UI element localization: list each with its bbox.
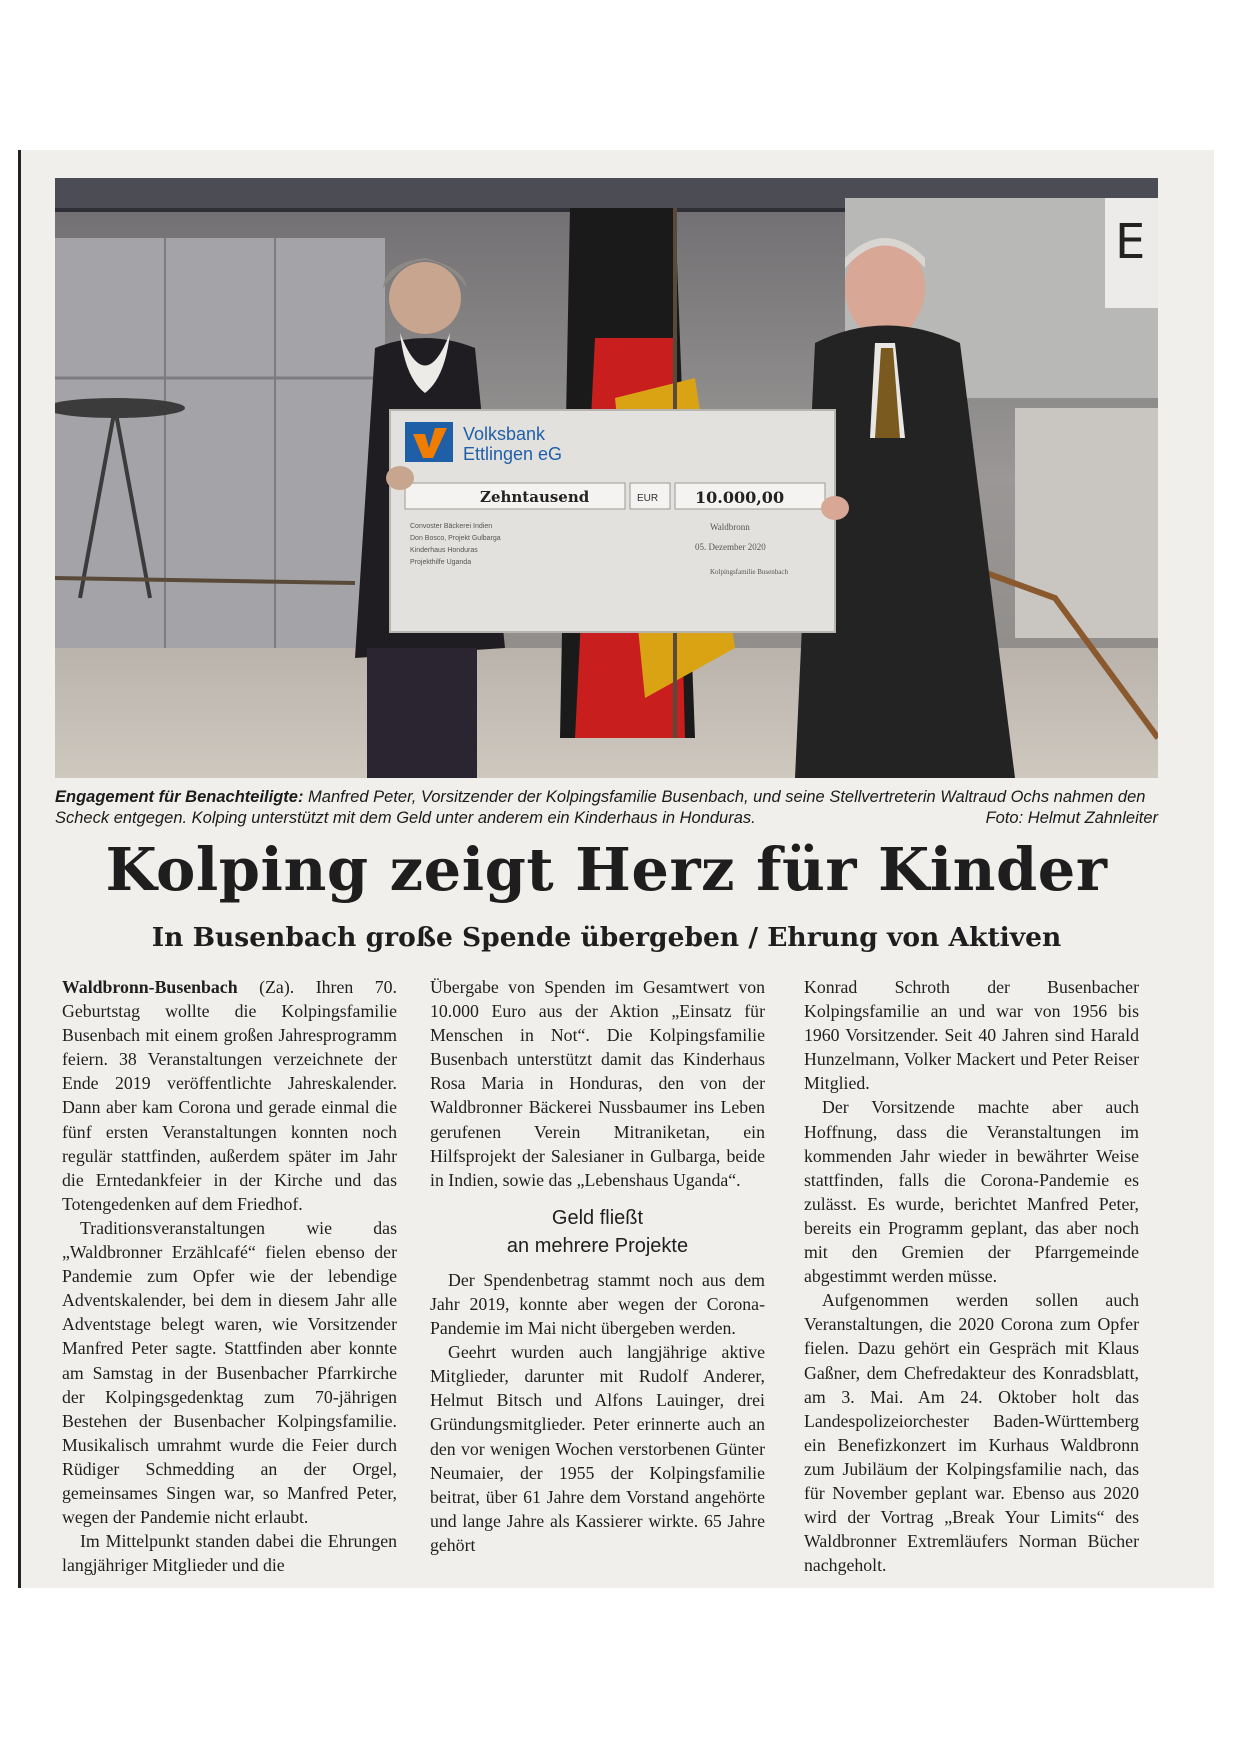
paragraph: Übergabe von Spenden im Gesamtwert von 10.000 Euro aus der Aktion „Einsatz für Menschen in Not“. Die Kolpingsfamilie Busenbach unterstützt damit das Kinderhaus Rosa Maria in Honduras, den von der Waldbronner Bäckerei Nussbaumer ins Leben gerufenen Verein Mitraniketan, ein Hilfsprojekt der Salesianer in Gulbarga, beide in Indien, sowie das „Lebenshaus Uganda“. <box>430 977 765 1190</box>
cheque-item-3: Kinderhaus Honduras <box>410 547 478 554</box>
caption-text: Manfred Peter, Vorsitzender der Kolpingsfamilie Busenbach, und seine Stellvertreterin Waltraud Ochs nahmen den Scheck entgegen. Kolping unterstützt mit dem Geld unter anderem ein Kinderhaus in Honduras. <box>55 788 1146 827</box>
intermediate-heading-line-1: Geld fließt <box>551 1206 644 1229</box>
article-column-2 <box>430 975 765 1557</box>
paragraph: Im Mittelpunkt standen dabei die Ehrungen langjähriger Mitglieder und die <box>62 1531 397 1576</box>
caption-lead: Engagement für Benachteiligte: <box>55 788 304 806</box>
paragraph-text: (Za). Ihren 70. Geburtstag wollte die Kolpingsfamilie Busenbach mit einem großen Jahresprogramm feiern. 38 Veranstaltungen verzeichnete der Ende 2019 veröffentlichte Jahreskalender. Dann aber kam Corona und gerade einmal die fünf ersten Veranstaltungen konnten noch regulär stattfinden, außerdem später im Jahr die Erntedankfeier in der Kirche und das Totengedenken auf dem Friedhof. <box>62 977 397 1214</box>
cheque-date: 05. Dezember 2020 <box>695 542 766 552</box>
paragraph: Geehrt wurden auch langjährige aktive Mitglieder, darunter mit Rudolf Anderer, Helmut Bitsch und Alfons Lauinger, drei Gründungsmitglieder. Peter erinnerte auch an den vor wenigen Wochen verstorbenen Günter Neumaier, der 1955 der Kolpingsfamilie beitrat, über 61 Jahre dem Vorstand angehörte und lange Jahre als Kassierer wirkte. 65 Jahre gehört <box>430 1342 765 1555</box>
cheque-amount: 10.000,00 <box>695 488 785 507</box>
intermediate-heading-line-2: an mehrere Projekte <box>506 1234 689 1257</box>
scan-mark <box>18 1560 21 1588</box>
subheadline: In Busenbach große Spende übergeben / Ehrung von Aktiven <box>151 922 1062 953</box>
paragraph: Traditionsveranstaltungen wie das „Waldbronner Erzählcafé“ fielen ebenso der Pandemie zum Opfer wie der lebendige Adventskalender, bei dem in diesem Jahr alle Adventstage belegt waren, wie Vorsitzender Manfred Peter sagte. Stattfinden aber konnte am Samstag in der Busenbacher Pfarrkirche der Kolpingsgedenktag zum 70-jährigen Bestehen der Busenbacher Kolpingsfamilie. Musikalisch umrahmt wurde die Feier durch Rüdiger Schmedding an der Orgel, gemeinsames Singen war, so Manfred Peter, wegen der Pandemie nicht erlaubt. <box>62 1217 397 1528</box>
photo-caption <box>55 787 1158 829</box>
intermediate-heading <box>430 1204 765 1260</box>
cheque-place: Waldbronn <box>710 522 750 532</box>
scan-edge <box>18 150 21 1588</box>
photo-credit: Foto: Helmut Zahnleiter <box>985 809 1158 827</box>
cheque-currency: EUR <box>637 493 659 504</box>
cheque <box>390 410 835 632</box>
svg-text:E: E <box>1115 214 1146 270</box>
headline: Kolping zeigt Herz für Kinder <box>105 835 1108 904</box>
paragraph <box>62 975 397 1216</box>
paragraph: Der Vorsitzende machte aber auch Hoffnung, dass die Veranstaltungen im kommenden Jahr wieder in bewährter Weise stattfinden, falls die Corona-Pandemie es zulässt. Es wurde, berichtet Manfred Peter, bereits ein Programm geplant, das aber noch mit den Gremien der Pfarrgemeinde abgestimmt werden müsse. <box>804 1097 1139 1287</box>
article-photo <box>55 178 1158 778</box>
cheque-item-1: Convoster Bäckerei Indien <box>410 523 493 530</box>
paragraph: Konrad Schroth der Busenbacher Kolpingsfamilie an und war von 1956 bis 1960 Vorsitzender. Seit 40 Jahren sind Harald Hunzelmann, Volker Mackert und Peter Reiser Mitglied. <box>804 977 1139 1094</box>
paragraph: Aufgenommen werden sollen auch Veranstaltungen, die 2020 Corona zum Opfer fielen. Dazu gehört ein Gespräch mit Klaus Gaßner, dem Chefredakteur des Konradsblatt, am 3. Mai. Am 24. Oktober holt das Landespolizeiorchester Baden-Württemberg ein Benefizkonzert im Kurhaus Waldbronn zum Jubiläum der Kolpingsfamilie nach, das für November geplant war. Ebenso aus 2020 wird der Vortrag „Break Your Limits“ des Waldbronner Extremläufers Norman Bücher nachgeholt. <box>804 1290 1139 1576</box>
cheque-item-2: Don Bosco, Projekt Gulbarga <box>410 535 501 542</box>
cheque-amount-words: Zehntausend <box>480 488 590 506</box>
cheque-item-4: Projekthilfe Uganda <box>410 559 472 566</box>
article-column-1 <box>62 975 397 1577</box>
article-column-3 <box>804 975 1139 1577</box>
paragraph: Der Spendenbetrag stammt noch aus dem Jahr 2019, konnte aber wegen der Corona-Pandemie im Mai nicht übergeben werden. <box>430 1269 765 1339</box>
cheque-payee: Kolpingsfamilie Busenbach <box>710 568 788 576</box>
cheque-bank-line2: Ettlingen eG <box>463 444 563 464</box>
dateline: Waldbronn-Busenbach <box>62 977 238 997</box>
cheque-bank-line1: Volksbank <box>463 424 546 444</box>
